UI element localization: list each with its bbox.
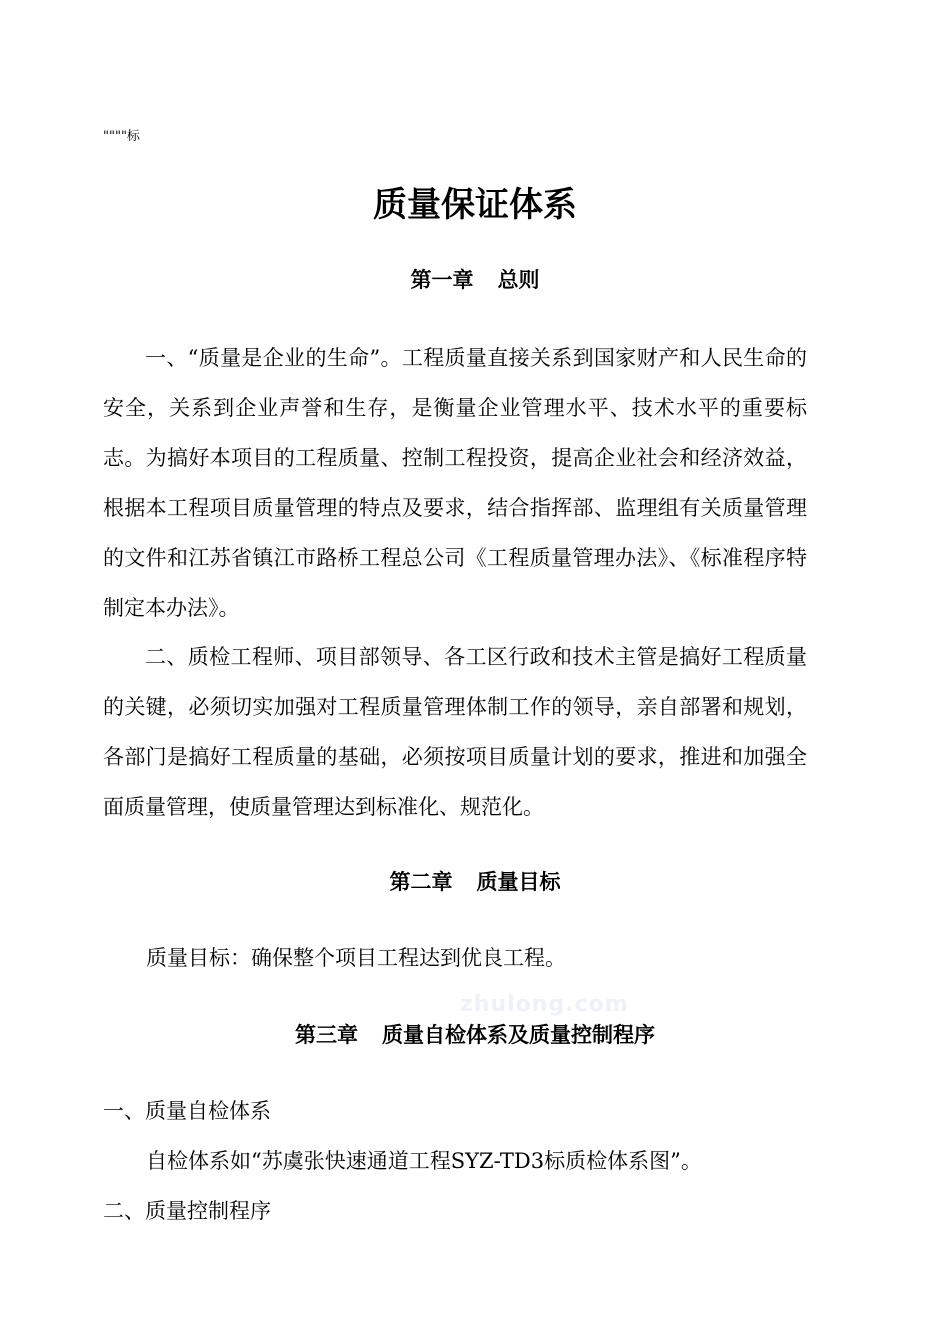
chapter-3-number: 第三章 [295,1023,358,1047]
chapter-3-heading [0,1021,950,1049]
chapter-2-heading [0,868,950,896]
chapter-2-name: 质量目标 [476,870,561,894]
header-mark: """"标 [103,129,140,144]
section-1-heading: 一、质量自检体系 [103,1099,271,1123]
chapter-1-number: 第一章 [410,268,474,292]
quality-goal-text: 质量目标：确保整个项目工程达到优良工程。 [146,946,566,970]
paragraph-1: 一、“质量是企业的生命”。工程质量直接关系到国家财产和人民生命的安全，关系到企业声誉和生存，是衡量企业管理水平、技术水平的重要标志。为搞好本项目的工程质量、控制工程投资，提高企业社会和经济效益，根据本工程项目质量管理的特点及要求，结合指挥部、监理组有关质量管理的文件和江苏省镇江市路桥工程总公司《工程质量管理办法》、《标准程序特制定本办法》。 [103,346,807,620]
chapter-2-number: 第二章 [389,870,453,894]
section-1-text: 自检体系如“苏虞张快速通道工程SYZ-TD3标质检体系图”。 [146,1149,702,1173]
watermark: zhulong.com [460,992,629,1017]
paragraph-2: 二、质检工程师、项目部领导、各工区行政和技术主管是搞好工程质量的关键，必须切实加强对工程质量管理体制工作的领导，亲自部署和规划，各部门是搞好工程质量的基础，必须按项目质量计划的要求，推进和加强全面质量管理，使质量管理达到标准化、规范化。 [103,645,807,819]
document-title: 质量保证体系 [373,185,577,225]
chapter-3-name: 质量自检体系及质量控制程序 [382,1023,655,1047]
chapter-1-name: 总则 [497,268,540,292]
section-2-heading: 二、质量控制程序 [103,1199,271,1223]
chapter-1-heading [0,266,950,294]
